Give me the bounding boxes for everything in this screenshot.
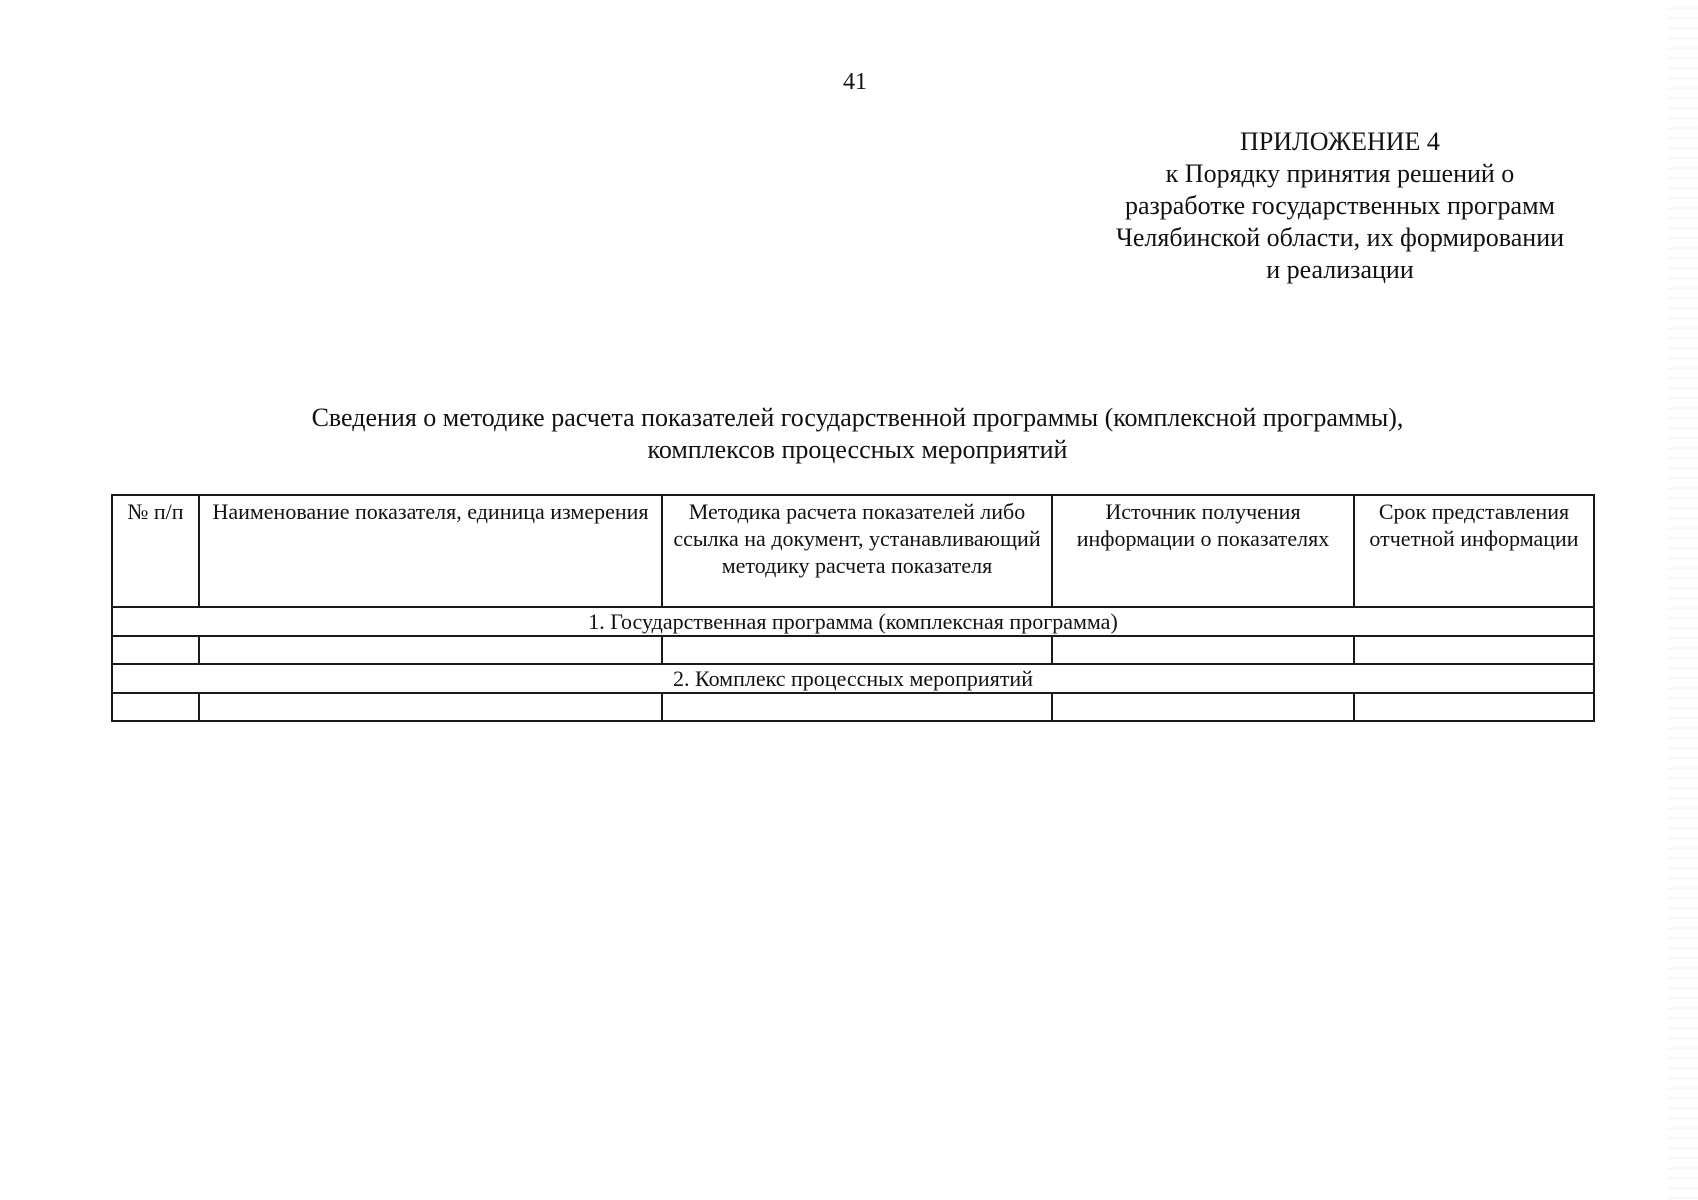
appendix-line: разработке государственных программ <box>1124 191 1555 220</box>
appendix-line: и реализации <box>1266 255 1414 284</box>
section-title-process-complex: 2. Комплекс процессных мероприятий <box>112 664 1594 693</box>
header-number: № п/п <box>112 495 199 607</box>
document-title-line1: Сведения о методике расчета показателей государственной программы (комплексной программы), <box>311 403 1404 432</box>
scan-edge-noise <box>1668 0 1698 1200</box>
table-cell <box>199 693 662 721</box>
table-cell <box>112 693 199 721</box>
appendix-heading: ПРИЛОЖЕНИЕ 4 <box>1240 127 1440 156</box>
table-cell <box>662 636 1052 664</box>
section-row <box>112 607 1594 636</box>
table-cell <box>112 636 199 664</box>
section-title-state-program: 1. Государственная программа (комплексная программа) <box>112 607 1594 636</box>
table-row <box>112 693 1594 721</box>
appendix-block <box>1070 126 1610 286</box>
document-title <box>110 402 1605 466</box>
table-header-row <box>112 495 1594 607</box>
table-cell <box>662 693 1052 721</box>
header-info-source: Источник получения информации о показателях <box>1052 495 1354 607</box>
table-cell <box>1052 693 1354 721</box>
table-cell <box>1052 636 1354 664</box>
section-row <box>112 664 1594 693</box>
document-title-line2: комплексов процессных мероприятий <box>647 435 1068 464</box>
header-reporting-deadline: Срок представления отчетной информации <box>1354 495 1594 607</box>
header-methodology: Методика расчета показателей либо ссылка на документ, устанавливающий методику расчета показателя <box>662 495 1052 607</box>
page-number: 41 <box>843 69 867 95</box>
indicator-methodology-table <box>111 494 1595 722</box>
appendix-line: Челябинской области, их формировании <box>1115 223 1565 252</box>
table-cell <box>1354 636 1594 664</box>
table-row <box>112 636 1594 664</box>
table-cell <box>1354 693 1594 721</box>
appendix-line: к Порядку принятия решений о <box>1165 159 1515 188</box>
table-cell <box>199 636 662 664</box>
header-indicator-name: Наименование показателя, единица измерения <box>199 495 662 607</box>
